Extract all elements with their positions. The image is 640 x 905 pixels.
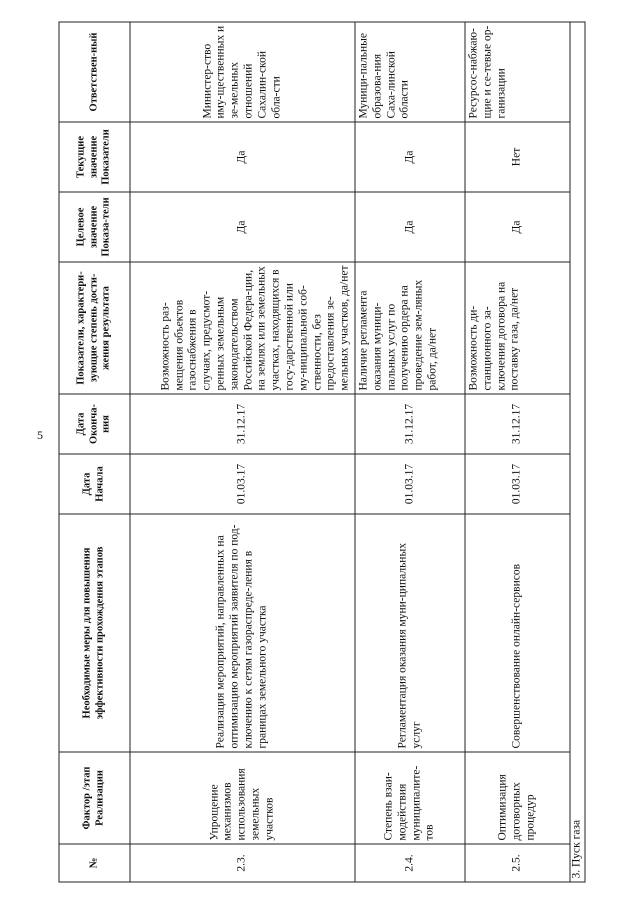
header-responsible: Ответствен-ный bbox=[59, 22, 130, 122]
row-indicator: Возможность ди-станционного за-ключения договора на поставку газа, да/нет bbox=[465, 262, 570, 394]
row-current: Да bbox=[355, 122, 465, 192]
section-row bbox=[570, 22, 585, 882]
row-target: Да bbox=[130, 192, 355, 262]
section-title: 3. Пуск газа bbox=[570, 22, 585, 882]
row-target: Да bbox=[355, 192, 465, 262]
header-end: Дата Оконча-ния bbox=[59, 394, 130, 454]
row-current: Нет bbox=[465, 122, 570, 192]
row-factor: Степень взаи-модействия муниципалите-тов bbox=[355, 752, 465, 844]
rotated-page-content bbox=[59, 22, 582, 882]
row-indicator: Наличие регламента оказания муници-пальных услуг по получению ордера на проведение зем-ляных работ, да/нет bbox=[355, 262, 465, 394]
measures-table bbox=[59, 21, 586, 882]
row-responsible: Министер-ство иму-щественных и зе-мельных отношений Сахалин-ской обла-сти bbox=[130, 22, 355, 122]
row-measures: Совершенствование онлайн-сервисов bbox=[465, 514, 570, 752]
header-factor: Фактор /этап Реализации bbox=[59, 752, 130, 844]
row-factor: Упрощение механизмов использования земельных участков bbox=[130, 752, 355, 844]
header-num: № bbox=[59, 844, 130, 882]
row-number: 2.3. bbox=[130, 844, 355, 882]
row-start-date: 01.03.17 bbox=[355, 454, 465, 514]
header-measures: Необходимые меры для повышения эффективности прохождения этапов bbox=[59, 514, 130, 752]
row-end-date: 31.12.17 bbox=[355, 394, 465, 454]
header-indicator: Показатели, характери-зующие степень дости-жения результата bbox=[59, 262, 130, 394]
row-measures: Регламентация оказания муни-ципальных услуг bbox=[355, 514, 465, 752]
row-number: 2.4. bbox=[355, 844, 465, 882]
header-row bbox=[59, 22, 130, 882]
row-start-date: 01.03.17 bbox=[130, 454, 355, 514]
row-start-date: 01.03.17 bbox=[465, 454, 570, 514]
header-current: Текущие значение Показатели bbox=[59, 122, 130, 192]
header-start: Дата Начала bbox=[59, 454, 130, 514]
table-row bbox=[465, 22, 570, 882]
header-target: Целевое значение Показа-тели bbox=[59, 192, 130, 262]
row-responsible: Ресурсос-набжаю-щие и се-тевые ор-ганизации bbox=[465, 22, 570, 122]
page-number: 5 bbox=[37, 428, 43, 442]
row-responsible: Муници-пальные образова-ния Саха-линской области bbox=[355, 22, 465, 122]
row-factor: Оптимизация договорных процедур bbox=[465, 752, 570, 844]
row-number: 2.5. bbox=[465, 844, 570, 882]
table-row bbox=[130, 22, 355, 882]
row-indicator: Возможность раз-мещения объектов газоснабжения в случаях, предусмот-ренных земельным законодательством Российской Федера-ции, на землях или земельных участках, находящихся в госу-дарственной или му-ниципальной соб-ственности, без предоставления зе-мельных участков, да/нет bbox=[130, 262, 355, 394]
row-target: Да bbox=[465, 192, 570, 262]
row-current: Да bbox=[130, 122, 355, 192]
row-measures: Реализация мероприятий, направленных на оптимизацию мероприятий заявителя по под-ключению к сетям газораспреде-ления в границах земельного участка bbox=[130, 514, 355, 752]
table-row bbox=[355, 22, 465, 882]
row-end-date: 31.12.17 bbox=[130, 394, 355, 454]
row-end-date: 31.12.17 bbox=[465, 394, 570, 454]
